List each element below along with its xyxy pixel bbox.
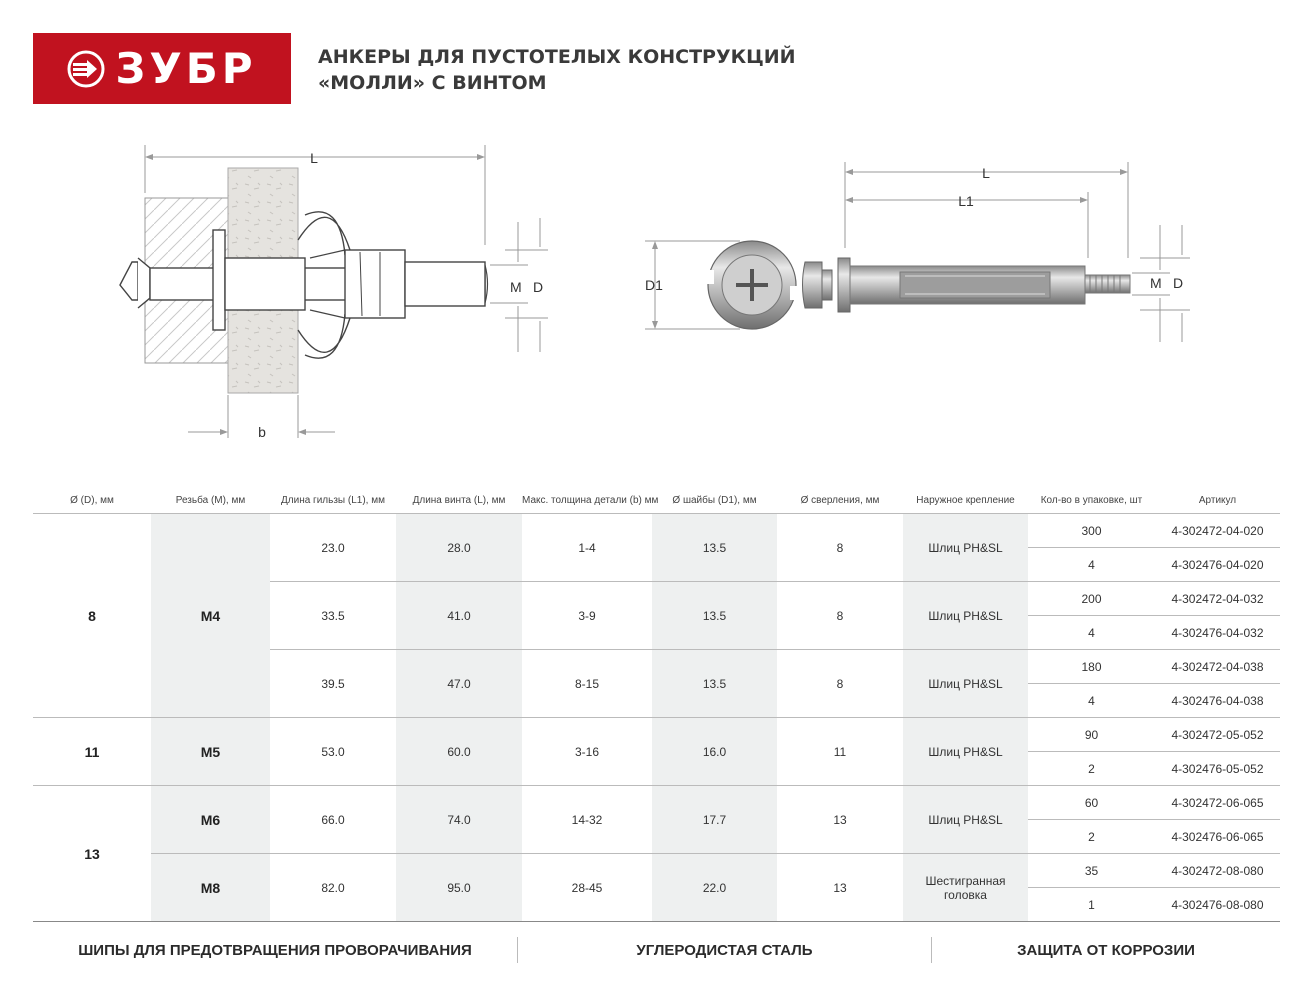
dim-label-m: M [510,279,522,295]
header-d: Ø (D), мм [33,488,151,514]
cell-sku: 4-302472-06-065 [1155,786,1280,820]
cell-d: 8 [33,514,151,718]
dim-label-d: D [533,279,544,295]
header-sku: Артикул [1155,488,1280,514]
cell-qty: 200 [1028,582,1155,616]
cell-qty: 4 [1028,616,1155,650]
header-d1: Ø шайбы (D1), мм [652,488,777,514]
cell-qty: 60 [1028,786,1155,820]
dim-label-b: b [258,424,266,440]
cell-d: 11 [33,718,151,786]
cell-b: 8-15 [522,650,652,718]
feature-strip [33,932,1280,968]
cell-sku: 4-302476-06-065 [1155,820,1280,854]
cell-qty: 4 [1028,684,1155,718]
cell-b: 1-4 [522,514,652,582]
brand-name: ЗУБР [115,44,257,93]
cell-drill: 8 [777,650,903,718]
header-qty: Кол-во в упаковке, шт [1028,488,1155,514]
cell-l: 60.0 [396,718,522,786]
cell-l: 95.0 [396,854,522,922]
dim-label-l-right: L [982,165,990,181]
cell-drill: 11 [777,718,903,786]
cell-sku: 4-302472-04-032 [1155,582,1280,616]
title-line-1: АНКЕРЫ ДЛЯ ПУСТОТЕЛЫХ КОНСТРУКЦИЙ [318,46,796,68]
cell-b: 28-45 [522,854,652,922]
cell-qty: 2 [1028,820,1155,854]
cell-d1: 22.0 [652,854,777,922]
cell-m: M8 [151,854,270,922]
cell-qty: 180 [1028,650,1155,684]
cell-head: Шлиц PH&SL [903,582,1028,650]
cell-sku: 4-302472-04-020 [1155,514,1280,548]
cell-d1: 16.0 [652,718,777,786]
dim-label-l: L [310,150,318,166]
cell-b: 3-9 [522,582,652,650]
cell-l1: 82.0 [270,854,396,922]
dim-label-d1: D1 [645,277,663,293]
header-drill: Ø сверления, мм [777,488,903,514]
table-row [33,718,1280,752]
cell-d1: 17.7 [652,786,777,854]
cell-b: 3-16 [522,718,652,786]
cell-b: 14-32 [522,786,652,854]
dim-label-d-right: D [1173,275,1184,291]
cell-head: Шлиц PH&SL [903,786,1028,854]
cell-head: Шлиц PH&SL [903,514,1028,582]
header-l1: Длина гильзы (L1), мм [270,488,396,514]
cell-sku: 4-302472-05-052 [1155,718,1280,752]
cell-l: 41.0 [396,582,522,650]
header-b: Макс. толщина детали (b) мм [522,488,652,514]
cell-sku: 4-302472-04-038 [1155,650,1280,684]
cell-sku: 4-302476-05-052 [1155,752,1280,786]
cell-l: 47.0 [396,650,522,718]
table-row [33,854,1280,888]
cell-l: 74.0 [396,786,522,854]
cell-sku: 4-302472-08-080 [1155,854,1280,888]
cell-qty: 90 [1028,718,1155,752]
dim-label-l1: L1 [958,193,974,209]
cell-qty: 4 [1028,548,1155,582]
cell-head: Шестигранная головка [903,854,1028,922]
cell-l1: 39.5 [270,650,396,718]
cell-qty: 2 [1028,752,1155,786]
header-l: Длина винта (L), мм [396,488,522,514]
feature-anti-rotation: ШИПЫ ДЛЯ ПРЕДОТВРАЩЕНИЯ ПРОВОРАЧИВАНИЯ [78,941,472,959]
cell-drill: 13 [777,786,903,854]
cell-m: M4 [151,514,270,718]
cell-drill: 8 [777,514,903,582]
header-m: Резьба (M), мм [151,488,270,514]
table-row [33,514,1280,548]
cell-qty: 1 [1028,888,1155,922]
cell-l: 28.0 [396,514,522,582]
feature-carbon-steel: УГЛЕРОДИСТАЯ СТАЛЬ [636,941,813,959]
table-row [33,786,1280,820]
cell-l1: 66.0 [270,786,396,854]
cell-m: M5 [151,718,270,786]
cell-drill: 13 [777,854,903,922]
cell-qty: 35 [1028,854,1155,888]
anchor-photo [645,162,1190,342]
cell-d: 13 [33,786,151,922]
cell-head: Шлиц PH&SL [903,718,1028,786]
cross-section-drawing [120,145,548,440]
cell-qty: 300 [1028,514,1155,548]
cell-l1: 23.0 [270,514,396,582]
cell-l1: 53.0 [270,718,396,786]
cell-m: M6 [151,786,270,854]
cell-d1: 13.5 [652,582,777,650]
cell-head: Шлиц PH&SL [903,650,1028,718]
cell-drill: 8 [777,582,903,650]
cell-d1: 13.5 [652,650,777,718]
cell-d1: 13.5 [652,514,777,582]
dim-label-m-right: M [1150,275,1162,291]
feature-corrosion-protection: ЗАЩИТА ОТ КОРРОЗИИ [1017,941,1195,959]
cell-sku: 4-302476-04-032 [1155,616,1280,650]
cell-sku: 4-302476-08-080 [1155,888,1280,922]
technical-drawing [0,0,1313,470]
title-line-2: «МОЛЛИ» С ВИНТОМ [318,72,547,94]
cell-l1: 33.5 [270,582,396,650]
cell-sku: 4-302476-04-020 [1155,548,1280,582]
header-head: Наружное крепление [903,488,1028,514]
table-header-row [33,488,1280,514]
spec-table [33,488,1280,922]
cell-sku: 4-302476-04-038 [1155,684,1280,718]
